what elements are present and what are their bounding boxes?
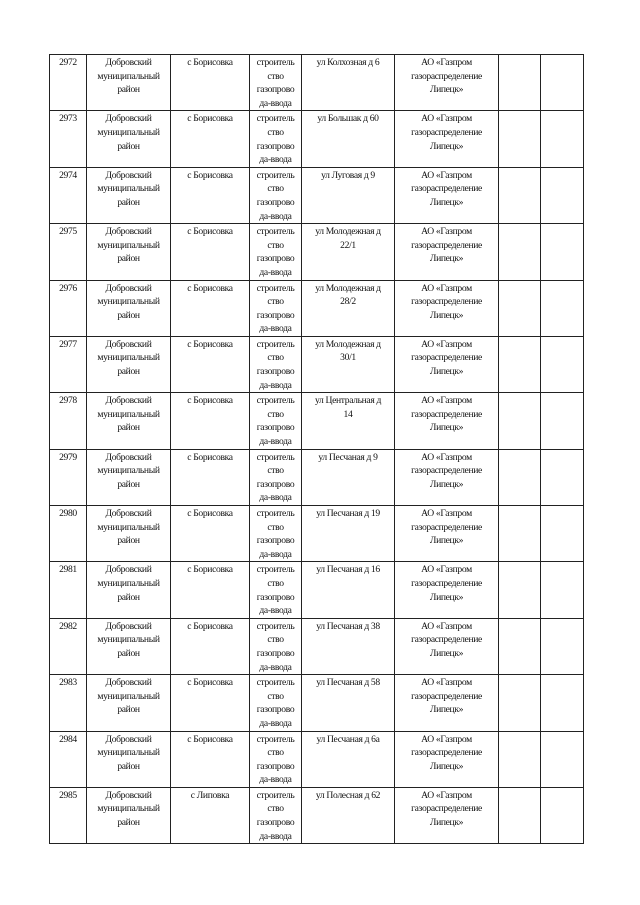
address-cell-line: ул Песчаная д 19 [316,508,380,519]
district-cell-line: Добровский [105,451,152,463]
address-cell-line: ул Песчаная д 58 [316,677,380,689]
work-type-cell-line: да-ввода [259,717,292,729]
table-row [50,224,584,280]
row-number: 2982 [50,618,87,674]
address-cell [302,167,395,223]
work-type-cell-line: да-ввода [259,774,292,786]
district-cell-line: муниципальный [97,747,160,759]
empty-cell-1 [499,111,541,167]
district-cell [87,111,171,167]
organization-cell-line: газораспределение [411,239,482,251]
work-type-cell-line: ство [267,747,284,759]
row-number: 2977 [50,336,87,392]
organization-cell-line: Липецк» [429,817,464,829]
empty-cell-1 [499,167,541,223]
address-cell-line: 30/1 [340,352,356,364]
row-number: 2976 [50,280,87,336]
work-type-cell-line: ство [267,183,284,195]
district-cell [87,393,171,449]
village-cell: с Борисовка [171,393,250,449]
work-type-cell [250,111,302,167]
district-cell-line: Добровский [105,395,152,407]
empty-cell-1 [499,787,541,843]
village-cell: с Борисовка [171,167,250,223]
table-row [50,675,584,731]
work-type-cell [250,449,302,505]
work-type-cell-line: да-ввода [259,830,292,842]
organization-cell-line: Липецк» [429,535,464,547]
row-number: 2984 [50,731,87,787]
district-cell-line: Добровский [105,226,152,238]
work-type-cell-line: ство [267,577,284,589]
work-type-cell-line: строитель [256,451,295,463]
empty-cell-2 [541,111,584,167]
row-number: 2980 [50,506,87,562]
address-cell [302,393,395,449]
work-type-cell [250,618,302,674]
row-number: 2978 [50,393,87,449]
table-row [50,55,584,111]
empty-cell-2 [541,393,584,449]
work-type-cell-line: да-ввода [259,661,292,673]
organization-cell [395,675,499,731]
work-type-cell-line: газопрово [256,591,295,603]
table-row [50,111,584,167]
organization-cell [395,449,499,505]
organization-cell [395,111,499,167]
work-type-cell [250,675,302,731]
address-cell-line: ул Центральная д [315,395,381,407]
table-row [50,393,584,449]
district-cell-line: муниципальный [97,408,160,420]
district-cell-line: район [117,817,140,829]
work-type-cell-line: газопрово [256,196,295,208]
address-cell-line: ул Песчаная д 6а [316,733,380,745]
address-cell-line: ул Песчаная д 16 [316,564,380,576]
row-number: 2979 [50,449,87,505]
work-type-cell-line: газопрово [256,253,295,265]
table-row [50,506,584,562]
address-cell-line: ул Песчаная д 9 [318,451,378,463]
work-type-cell-line: да-ввода [259,323,292,335]
work-type-cell-line: ство [267,690,284,702]
row-number: 2985 [50,787,87,843]
village-cell: с Борисовка [171,562,250,618]
table-row [50,787,584,843]
district-cell-line: район [117,253,140,265]
organization-cell [395,55,499,111]
row-number: 2973 [50,111,87,167]
organization-cell-line: газораспределение [411,296,482,308]
address-cell [302,675,395,731]
district-cell-line: муниципальный [97,352,160,364]
organization-cell-line: газораспределение [411,465,482,477]
registry-table [49,54,584,844]
organization-cell-line: Липецк» [429,196,464,208]
district-cell-line: Добровский [105,282,152,294]
organization-cell-line: газораспределение [411,634,482,646]
organization-cell-line: АО «Газпром [421,451,472,463]
address-cell [302,562,395,618]
district-cell-line: Добровский [105,57,152,68]
district-cell-line: муниципальный [97,465,160,477]
organization-cell-line: Липецк» [429,704,464,716]
address-cell-line: ул Колхозная д 6 [316,57,380,68]
work-type-cell-line: да-ввода [259,605,292,617]
empty-cell-1 [499,506,541,562]
work-type-cell-line: строитель [256,169,295,181]
empty-cell-2 [541,336,584,392]
district-cell-line: муниципальный [97,126,160,138]
work-type-cell-line: строитель [256,508,295,519]
work-type-cell-line: строитель [256,677,295,689]
work-type-cell [250,224,302,280]
organization-cell-line: АО «Газпром [421,789,472,801]
organization-cell-line: Липецк» [429,591,464,603]
district-cell [87,787,171,843]
district-cell-line: муниципальный [97,70,160,82]
district-cell-line: район [117,422,140,434]
organization-cell-line: газораспределение [411,803,482,815]
work-type-cell-line: ство [267,408,284,420]
address-cell [302,731,395,787]
work-type-cell-line: ство [267,239,284,251]
work-type-cell-line: да-ввода [259,492,292,504]
empty-cell-1 [499,55,541,111]
district-cell-line: район [117,591,140,603]
district-cell-line: муниципальный [97,803,160,815]
district-cell [87,731,171,787]
address-cell [302,506,395,562]
empty-cell-1 [499,618,541,674]
empty-cell-1 [499,731,541,787]
address-cell [302,111,395,167]
work-type-cell [250,562,302,618]
organization-cell-line: Липецк» [429,478,464,490]
work-type-cell-line: да-ввода [259,266,292,278]
organization-cell-line: Липецк» [429,309,464,321]
empty-cell-2 [541,506,584,562]
work-type-cell-line: да-ввода [259,379,292,391]
organization-cell-line: АО «Газпром [421,564,472,576]
work-type-cell-line: ство [267,296,284,308]
organization-cell [395,280,499,336]
work-type-cell-line: строитель [256,733,295,745]
organization-cell-line: газораспределение [411,690,482,702]
work-type-cell-line: да-ввода [259,154,292,166]
table-row [50,449,584,505]
work-type-cell-line: газопрово [256,647,295,659]
organization-cell-line: Липецк» [429,760,464,772]
table-row [50,618,584,674]
village-cell: с Борисовка [171,618,250,674]
organization-cell-line: АО «Газпром [421,677,472,689]
work-type-cell-line: ство [267,521,284,533]
organization-cell [395,336,499,392]
organization-cell-line: газораспределение [411,577,482,589]
organization-cell-line: АО «Газпром [421,338,472,350]
village-cell: с Борисовка [171,675,250,731]
district-cell-line: район [117,478,140,490]
work-type-cell [250,506,302,562]
district-cell-line: Добровский [105,169,152,181]
empty-cell-2 [541,280,584,336]
address-cell-line: ул Большак д 60 [317,113,379,125]
empty-cell-2 [541,224,584,280]
district-cell-line: район [117,140,140,152]
organization-cell-line: Липецк» [429,140,464,152]
empty-cell-1 [499,224,541,280]
district-cell-line: Добровский [105,564,152,576]
village-cell: с Борисовка [171,449,250,505]
district-cell-line: район [117,366,140,378]
village-cell: с Борисовка [171,506,250,562]
organization-cell-line: АО «Газпром [421,395,472,407]
district-cell-line: Добровский [105,620,152,632]
work-type-cell-line: газопрово [256,478,295,490]
district-cell-line: Добровский [105,508,152,519]
empty-cell-2 [541,675,584,731]
work-type-cell-line: строитель [256,57,295,68]
table-row [50,280,584,336]
work-type-cell-line: газопрово [256,366,295,378]
work-type-cell-line: газопрово [256,817,295,829]
address-cell-line: ул Песчаная д 38 [316,620,380,632]
district-cell [87,618,171,674]
district-cell-line: муниципальный [97,634,160,646]
work-type-cell-line: газопрово [256,309,295,321]
work-type-cell-line: ство [267,634,284,646]
organization-cell-line: газораспределение [411,126,482,138]
organization-cell-line: АО «Газпром [421,226,472,238]
work-type-cell-line: строитель [256,620,295,632]
organization-cell-line: Липецк» [429,84,464,96]
district-cell-line: район [117,704,140,716]
organization-cell-line: АО «Газпром [421,620,472,632]
table-row [50,167,584,223]
empty-cell-1 [499,393,541,449]
row-number: 2972 [50,55,87,111]
address-cell [302,224,395,280]
organization-cell-line: Липецк» [429,647,464,659]
work-type-cell-line: газопрово [256,140,295,152]
empty-cell-2 [541,167,584,223]
organization-cell [395,787,499,843]
work-type-cell-line: да-ввода [259,436,292,448]
organization-cell-line: АО «Газпром [421,508,472,519]
village-cell: с Борисовка [171,55,250,111]
district-cell [87,224,171,280]
district-cell [87,280,171,336]
organization-cell [395,224,499,280]
district-cell-line: муниципальный [97,577,160,589]
organization-cell-line: газораспределение [411,521,482,533]
work-type-cell [250,393,302,449]
district-cell-line: район [117,647,140,659]
district-cell-line: Добровский [105,789,152,801]
organization-cell-line: газораспределение [411,747,482,759]
district-cell [87,506,171,562]
work-type-cell-line: строитель [256,789,295,801]
address-cell [302,55,395,111]
district-cell-line: район [117,309,140,321]
organization-cell [395,562,499,618]
address-cell-line: 28/2 [340,296,356,308]
work-type-cell-line: ство [267,70,284,82]
organization-cell-line: Липецк» [429,422,464,434]
work-type-cell-line: газопрово [256,760,295,772]
organization-cell-line: газораспределение [411,183,482,195]
district-cell [87,675,171,731]
address-cell-line: ул Молодежная д [315,338,381,350]
district-cell-line: муниципальный [97,296,160,308]
work-type-cell-line: строитель [256,395,295,407]
work-type-cell-line: строитель [256,113,295,125]
address-cell [302,449,395,505]
organization-cell [395,167,499,223]
row-number: 2981 [50,562,87,618]
organization-cell-line: АО «Газпром [421,282,472,294]
address-cell [302,280,395,336]
organization-cell-line: газораспределение [411,408,482,420]
organization-cell-line: АО «Газпром [421,169,472,181]
address-cell [302,618,395,674]
village-cell: с Борисовка [171,280,250,336]
organization-cell-line: АО «Газпром [421,113,472,125]
organization-cell [395,618,499,674]
village-cell: с Борисовка [171,731,250,787]
work-type-cell [250,167,302,223]
address-cell-line: ул Молодежная д [315,226,381,238]
empty-cell-2 [541,562,584,618]
empty-cell-1 [499,675,541,731]
work-type-cell-line: строитель [256,282,295,294]
address-cell-line: ул Молодежная д [315,282,381,294]
work-type-cell-line: ство [267,352,284,364]
district-cell [87,449,171,505]
empty-cell-1 [499,280,541,336]
empty-cell-1 [499,449,541,505]
work-type-cell-line: газопрово [256,535,295,547]
work-type-cell [250,787,302,843]
empty-cell-2 [541,449,584,505]
village-cell: с Борисовка [171,111,250,167]
organization-cell [395,506,499,562]
row-number: 2974 [50,167,87,223]
organization-cell-line: АО «Газпром [421,57,472,68]
district-cell-line: Добровский [105,338,152,350]
organization-cell-line: газораспределение [411,352,482,364]
row-number: 2975 [50,224,87,280]
district-cell [87,336,171,392]
village-cell: с Борисовка [171,224,250,280]
district-cell [87,562,171,618]
empty-cell-1 [499,336,541,392]
district-cell-line: муниципальный [97,521,160,533]
address-cell [302,336,395,392]
district-cell-line: муниципальный [97,690,160,702]
district-cell-line: район [117,760,140,772]
village-cell: с Липовка [171,787,250,843]
table-row [50,562,584,618]
organization-cell-line: газораспределение [411,70,482,82]
organization-cell-line: Липецк» [429,253,464,265]
district-cell-line: муниципальный [97,239,160,251]
district-cell-line: район [117,535,140,547]
work-type-cell-line: да-ввода [259,210,292,222]
work-type-cell-line: ство [267,803,284,815]
address-cell-line: 14 [343,408,353,420]
work-type-cell-line: газопрово [256,422,295,434]
district-cell-line: Добровский [105,677,152,689]
work-type-cell [250,55,302,111]
empty-cell-2 [541,787,584,843]
work-type-cell [250,280,302,336]
organization-cell [395,393,499,449]
empty-cell-1 [499,562,541,618]
address-cell-line: ул Полесная д 62 [315,789,381,801]
work-type-cell-line: строитель [256,338,295,350]
table-row [50,731,584,787]
organization-cell-line: Липецк» [429,366,464,378]
work-type-cell-line: газопрово [256,84,295,96]
address-cell-line: ул Луговая д 9 [321,169,375,181]
work-type-cell-line: строитель [256,226,295,238]
work-type-cell-line: строитель [256,564,295,576]
village-cell: с Борисовка [171,336,250,392]
empty-cell-2 [541,731,584,787]
district-cell-line: район [117,196,140,208]
district-cell [87,55,171,111]
work-type-cell-line: да-ввода [259,97,292,109]
work-type-cell [250,336,302,392]
empty-cell-2 [541,618,584,674]
work-type-cell [250,731,302,787]
row-number: 2983 [50,675,87,731]
empty-cell-2 [541,55,584,111]
organization-cell [395,731,499,787]
district-cell-line: Добровский [105,733,152,745]
work-type-cell-line: да-ввода [259,548,292,560]
district-cell-line: муниципальный [97,183,160,195]
address-cell-line: 22/1 [340,239,356,251]
work-type-cell-line: ство [267,126,284,138]
work-type-cell-line: ство [267,465,284,477]
district-cell-line: Добровский [105,113,152,125]
table-row [50,336,584,392]
address-cell [302,787,395,843]
district-cell-line: район [117,84,140,96]
table-body [50,55,584,844]
organization-cell-line: АО «Газпром [421,733,472,745]
district-cell [87,167,171,223]
work-type-cell-line: газопрово [256,704,295,716]
